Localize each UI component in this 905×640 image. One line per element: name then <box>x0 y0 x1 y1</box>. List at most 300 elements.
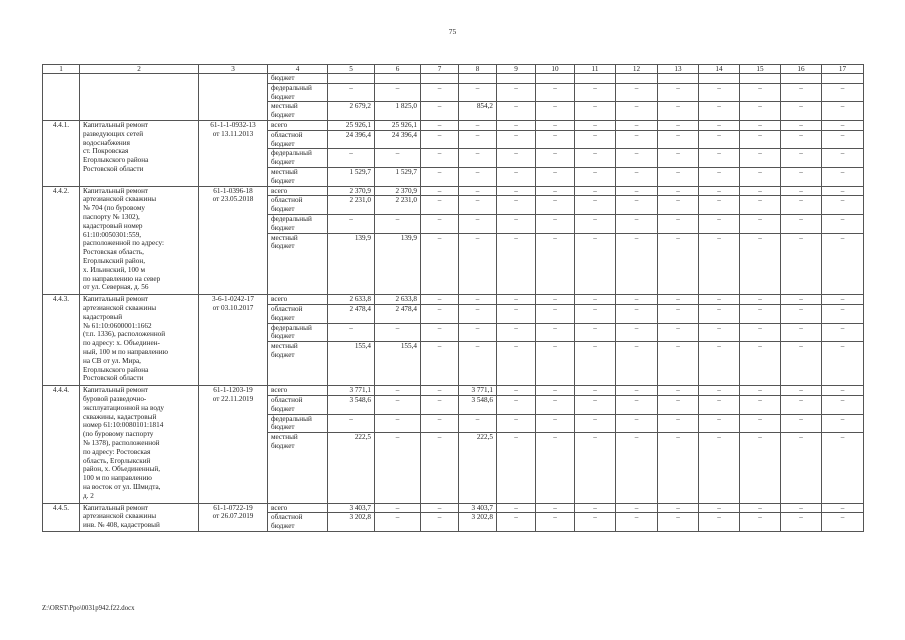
amount-cell: – <box>375 386 421 396</box>
amount-cell: – <box>375 414 421 433</box>
amount-cell: – <box>658 304 699 323</box>
amount-cell: – <box>822 214 864 233</box>
text-line: бюджет <box>271 332 295 341</box>
amount-cell: – <box>459 295 497 305</box>
amount-cell: 3 403,7 <box>459 503 497 513</box>
funding-source-label <box>268 74 328 84</box>
amount-cell: – <box>497 83 536 102</box>
amount-cell: – <box>781 304 822 323</box>
amount-cell: – <box>575 433 616 503</box>
amount-cell: – <box>658 395 699 414</box>
amount-cell: – <box>616 433 658 503</box>
amount-cell <box>658 74 699 84</box>
amount-cell: – <box>740 167 781 186</box>
funding-source-label <box>268 196 328 215</box>
amount-cell: 24 396,4 <box>375 130 421 149</box>
amount-cell: – <box>575 304 616 323</box>
amount-cell: – <box>740 186 781 196</box>
column-number: 15 <box>740 65 781 74</box>
funding-source-label <box>268 295 328 305</box>
text-line: разведующих сетей <box>83 129 144 138</box>
amount-cell: – <box>616 304 658 323</box>
amount-cell: – <box>616 342 658 386</box>
amount-cell: – <box>497 433 536 503</box>
row-number: 4.4.1. <box>43 120 80 186</box>
amount-cell: – <box>699 513 740 532</box>
amount-cell: – <box>616 149 658 168</box>
expertise-document <box>199 186 268 295</box>
text-line: на СВ от ул. Мира, <box>83 356 141 365</box>
object-description <box>80 503 199 531</box>
amount-cell: – <box>575 186 616 196</box>
amount-cell <box>459 74 497 84</box>
text-line: артезианской скважины <box>83 303 157 312</box>
text-line: от 22.11.2019 <box>212 394 254 403</box>
table-row <box>43 74 864 84</box>
amount-cell: – <box>740 433 781 503</box>
amount-cell: – <box>375 323 421 342</box>
text-line: от 26.07.2019 <box>212 512 254 521</box>
amount-cell: – <box>699 130 740 149</box>
column-number: 12 <box>616 65 658 74</box>
amount-cell: – <box>616 83 658 102</box>
expertise-document <box>199 120 268 186</box>
amount-cell: – <box>699 196 740 215</box>
amount-cell: – <box>658 323 699 342</box>
amount-cell: – <box>421 513 459 532</box>
amount-cell: 25 926,1 <box>328 120 375 130</box>
text-line: Капитальный ремонт <box>83 186 149 195</box>
amount-cell: – <box>497 130 536 149</box>
amount-cell: – <box>497 120 536 130</box>
amount-cell: – <box>699 304 740 323</box>
text-line: буровой разведочно- <box>83 394 147 403</box>
column-number: 1 <box>43 65 80 74</box>
amount-cell: – <box>536 167 575 186</box>
funding-source-label <box>268 214 328 233</box>
amount-cell: – <box>536 342 575 386</box>
text-line: № 1378), расположенной <box>83 438 160 447</box>
amount-cell: 25 926,1 <box>375 120 421 130</box>
amount-cell: – <box>822 233 864 295</box>
amount-cell: 2 679,2 <box>328 102 375 121</box>
funding-source-label <box>268 167 328 186</box>
amount-cell: – <box>497 233 536 295</box>
amount-cell: – <box>740 503 781 513</box>
funding-source-label <box>268 102 328 121</box>
amount-cell: – <box>421 186 459 196</box>
amount-cell: 2 231,0 <box>328 196 375 215</box>
text-line: всего <box>271 386 288 395</box>
text-line: бюджет <box>271 423 295 432</box>
amount-cell <box>575 74 616 84</box>
amount-cell: – <box>459 342 497 386</box>
text-line: Капитальный ремонт <box>83 120 149 129</box>
amount-cell: – <box>781 102 822 121</box>
amount-cell: – <box>822 395 864 414</box>
text-line: местный <box>271 102 298 111</box>
text-line: всего <box>271 503 288 512</box>
text-line: федеральный <box>271 149 312 158</box>
column-number-row <box>43 65 864 74</box>
text-line: на восток от ул. Шмидта, <box>83 482 161 491</box>
text-line: всего <box>271 120 288 129</box>
amount-cell: 222,5 <box>459 433 497 503</box>
text-line: Егорлыкского района <box>83 365 149 374</box>
text-line: Ростовской области <box>83 374 144 383</box>
amount-cell: – <box>459 186 497 196</box>
amount-cell: – <box>616 295 658 305</box>
amount-cell: – <box>536 395 575 414</box>
amount-cell: – <box>699 386 740 396</box>
object-description <box>80 120 199 186</box>
amount-cell: 24 396,4 <box>328 130 375 149</box>
amount-cell: – <box>575 323 616 342</box>
text-line: всего <box>271 186 288 195</box>
amount-cell <box>781 74 822 84</box>
amount-cell: 1 529,7 <box>328 167 375 186</box>
amount-cell: – <box>781 414 822 433</box>
amount-cell: – <box>459 196 497 215</box>
amount-cell: 3 771,1 <box>328 386 375 396</box>
text-line: областной <box>271 130 303 139</box>
text-line: артезианской скважины <box>83 195 157 204</box>
amount-cell: – <box>575 214 616 233</box>
text-line: ный, 100 м по направлению <box>83 347 168 356</box>
funding-source-label <box>268 395 328 414</box>
amount-cell: – <box>375 395 421 414</box>
amount-cell: – <box>421 130 459 149</box>
object-description <box>80 74 199 121</box>
amount-cell: – <box>822 323 864 342</box>
amount-cell: – <box>616 120 658 130</box>
funding-source-label <box>268 233 328 295</box>
text-line: х. Ильинский, 100 м <box>83 265 146 274</box>
amount-cell: – <box>740 149 781 168</box>
amount-cell: – <box>497 196 536 215</box>
amount-cell: – <box>575 167 616 186</box>
amount-cell: – <box>575 149 616 168</box>
text-line: водоснабжения <box>83 138 130 147</box>
text-line: по направлению на север <box>83 274 161 283</box>
amount-cell: 3 202,8 <box>328 513 375 532</box>
text-line: д. 2 <box>83 491 94 500</box>
text-line: эксплуатационной на воду <box>83 403 164 412</box>
amount-cell: – <box>822 167 864 186</box>
amount-cell: 1 825,0 <box>375 102 421 121</box>
amount-cell: – <box>699 503 740 513</box>
column-number: 14 <box>699 65 740 74</box>
amount-cell: – <box>740 342 781 386</box>
column-number: 6 <box>375 65 421 74</box>
amount-cell: – <box>497 414 536 433</box>
amount-cell: – <box>822 149 864 168</box>
expertise-document <box>199 295 268 386</box>
column-number: 13 <box>658 65 699 74</box>
amount-cell: 3 548,6 <box>328 395 375 414</box>
table-row <box>43 120 864 130</box>
text-line: скважины, кадастровый <box>83 412 157 421</box>
amount-cell: – <box>375 433 421 503</box>
text-line: местный <box>271 167 298 176</box>
amount-cell: – <box>781 186 822 196</box>
amount-cell: 2 370,9 <box>375 186 421 196</box>
amount-cell: – <box>497 503 536 513</box>
amount-cell: – <box>822 513 864 532</box>
amount-cell: – <box>459 120 497 130</box>
amount-cell: – <box>699 149 740 168</box>
text-line: бюджет <box>271 139 295 148</box>
text-line: бюджет <box>271 313 295 322</box>
amount-cell: – <box>781 342 822 386</box>
text-line: Егорлыкский район, <box>83 256 146 265</box>
amount-cell: – <box>375 503 421 513</box>
text-line: по адресу: х. Объединен- <box>83 339 160 348</box>
amount-cell: – <box>822 433 864 503</box>
amount-cell: – <box>781 120 822 130</box>
text-line: Ростовская область, <box>83 248 144 257</box>
amount-cell: – <box>421 196 459 215</box>
amount-cell: – <box>328 214 375 233</box>
funding-source-label <box>268 130 328 149</box>
funding-source-label <box>268 342 328 386</box>
amount-cell: – <box>536 214 575 233</box>
amount-cell: – <box>497 342 536 386</box>
text-line: бюджет <box>271 205 295 214</box>
text-line: от ул. Северная, д. 56 <box>83 283 149 292</box>
amount-cell: – <box>421 295 459 305</box>
amount-cell: 3 771,1 <box>459 386 497 396</box>
amount-cell: – <box>658 186 699 196</box>
amount-cell: – <box>421 149 459 168</box>
amount-cell: – <box>497 323 536 342</box>
funding-source-label <box>268 120 328 130</box>
amount-cell: – <box>740 130 781 149</box>
text-line: № 704 (по буровому <box>83 204 145 213</box>
text-line: Егорлыкского района <box>83 156 149 165</box>
amount-cell: – <box>536 83 575 102</box>
table-row <box>43 186 864 196</box>
amount-cell: – <box>497 395 536 414</box>
amount-cell: – <box>616 196 658 215</box>
amount-cell: – <box>740 214 781 233</box>
amount-cell: – <box>616 233 658 295</box>
amount-cell: – <box>616 102 658 121</box>
text-line: местный <box>271 433 298 442</box>
amount-cell: – <box>616 130 658 149</box>
text-line: (по буровому паспорту <box>83 430 154 439</box>
amount-cell: 222,5 <box>328 433 375 503</box>
amount-cell: – <box>822 386 864 396</box>
amount-cell: – <box>375 149 421 168</box>
funding-source-label <box>268 513 328 532</box>
amount-cell: – <box>421 395 459 414</box>
amount-cell: – <box>421 433 459 503</box>
amount-cell: 2 633,8 <box>375 295 421 305</box>
amount-cell: – <box>781 149 822 168</box>
amount-cell: – <box>575 386 616 396</box>
amount-cell: – <box>421 120 459 130</box>
text-line: район, х. Объединенный, <box>83 465 161 474</box>
column-number: 4 <box>268 65 328 74</box>
text-line: 3-6-1-0242-17 <box>212 295 254 304</box>
text-line: федеральный <box>271 83 312 92</box>
text-line: 61-1-0396-18 <box>213 186 253 195</box>
funding-source-label <box>268 386 328 396</box>
amount-cell: – <box>658 342 699 386</box>
text-line: Ростовской области <box>83 164 144 173</box>
amount-cell: – <box>616 395 658 414</box>
amount-cell: – <box>575 395 616 414</box>
amount-cell: 2 633,8 <box>328 295 375 305</box>
amount-cell: – <box>421 233 459 295</box>
amount-cell: – <box>421 323 459 342</box>
amount-cell: – <box>421 214 459 233</box>
amount-cell: – <box>658 102 699 121</box>
text-line: бюджет <box>271 441 295 450</box>
amount-cell: – <box>536 102 575 121</box>
amount-cell: – <box>536 149 575 168</box>
row-number: 4.4.2. <box>43 186 80 295</box>
amount-cell: – <box>658 503 699 513</box>
text-line: Капитальный ремонт <box>83 295 149 304</box>
amount-cell: – <box>536 323 575 342</box>
column-number: 9 <box>497 65 536 74</box>
expertise-document <box>199 503 268 531</box>
amount-cell: – <box>497 149 536 168</box>
amount-cell: – <box>658 295 699 305</box>
amount-cell: – <box>616 386 658 396</box>
amount-cell: – <box>699 120 740 130</box>
text-line: № 61:10:0600001:1662 <box>83 321 152 330</box>
amount-cell: – <box>781 233 822 295</box>
table-row <box>43 503 864 513</box>
amount-cell: – <box>822 342 864 386</box>
amount-cell: – <box>781 167 822 186</box>
amount-cell: 1 529,7 <box>375 167 421 186</box>
amount-cell: – <box>575 83 616 102</box>
amount-cell: – <box>575 295 616 305</box>
amount-cell: – <box>781 386 822 396</box>
row-number: 4.4.3. <box>43 295 80 386</box>
amount-cell: – <box>699 214 740 233</box>
amount-cell <box>375 74 421 84</box>
amount-cell: – <box>781 214 822 233</box>
footer-file-path: Z:\ORST\Ppo\0031p942.f22.docx <box>42 605 135 612</box>
amount-cell: – <box>699 414 740 433</box>
column-number: 7 <box>421 65 459 74</box>
amount-cell: – <box>740 386 781 396</box>
amount-cell: – <box>699 323 740 342</box>
text-line: Капитальный ремонт <box>83 503 149 512</box>
text-line: кадастровый <box>83 312 123 321</box>
amount-cell: 2 478,4 <box>328 304 375 323</box>
amount-cell: – <box>497 304 536 323</box>
amount-cell: – <box>536 414 575 433</box>
funding-source-label <box>268 83 328 102</box>
row-number: 4.4.4. <box>43 386 80 503</box>
text-line: всего <box>271 295 288 304</box>
amount-cell <box>497 74 536 84</box>
amount-cell: – <box>822 304 864 323</box>
amount-cell: – <box>575 513 616 532</box>
amount-cell: – <box>536 304 575 323</box>
amount-cell: – <box>740 196 781 215</box>
amount-cell: – <box>536 503 575 513</box>
amount-cell: – <box>699 295 740 305</box>
amount-cell: – <box>740 513 781 532</box>
amount-cell: – <box>699 102 740 121</box>
amount-cell: – <box>575 503 616 513</box>
funding-source-label <box>268 414 328 433</box>
amount-cell: – <box>658 513 699 532</box>
amount-cell: 854,2 <box>459 102 497 121</box>
funding-source-label <box>268 433 328 503</box>
column-number: 8 <box>459 65 497 74</box>
text-line: (т.п. 1336), расположенной <box>83 330 166 339</box>
amount-cell: – <box>781 196 822 215</box>
amount-cell: – <box>781 395 822 414</box>
amount-cell: – <box>459 149 497 168</box>
text-line: 61:10:0050301:559, <box>83 230 142 239</box>
column-number: 11 <box>575 65 616 74</box>
text-line: номер 61:10:0080101:1814 <box>83 421 164 430</box>
table-row <box>43 386 864 396</box>
column-number: 16 <box>781 65 822 74</box>
text-line: областной <box>271 196 303 205</box>
text-line: бюджет <box>271 176 295 185</box>
amount-cell: 155,4 <box>375 342 421 386</box>
amount-cell: – <box>497 295 536 305</box>
text-line: паспорту № 1302), <box>83 212 140 221</box>
amount-cell: – <box>616 214 658 233</box>
amount-cell: – <box>536 386 575 396</box>
text-line: бюджет <box>271 242 295 251</box>
funding-source-label <box>268 149 328 168</box>
amount-cell: – <box>459 130 497 149</box>
amount-cell: – <box>536 130 575 149</box>
text-line: область, Егорлыкский <box>83 456 151 465</box>
amount-cell: – <box>658 433 699 503</box>
amount-cell <box>822 74 864 84</box>
amount-cell <box>536 74 575 84</box>
funding-source-label <box>268 186 328 196</box>
page-number: 75 <box>448 27 457 36</box>
amount-cell: – <box>822 295 864 305</box>
text-line: бюджет <box>271 404 295 413</box>
amount-cell: – <box>740 295 781 305</box>
amount-cell: – <box>740 304 781 323</box>
text-line: местный <box>271 342 298 351</box>
column-number: 10 <box>536 65 575 74</box>
amount-cell: – <box>616 323 658 342</box>
amount-cell: 139,9 <box>328 233 375 295</box>
amount-cell: – <box>658 83 699 102</box>
text-line: 61-1-1-0932-13 <box>210 120 256 129</box>
amount-cell: – <box>616 186 658 196</box>
amount-cell: 2 370,9 <box>328 186 375 196</box>
amount-cell: – <box>575 102 616 121</box>
amount-cell: – <box>740 102 781 121</box>
amount-cell: – <box>497 186 536 196</box>
amount-cell: – <box>740 323 781 342</box>
amount-cell: – <box>658 196 699 215</box>
amount-cell: – <box>459 304 497 323</box>
amount-cell: – <box>497 102 536 121</box>
text-line: расположенной по адресу: <box>83 239 164 248</box>
amount-cell: – <box>421 167 459 186</box>
amount-cell <box>421 74 459 84</box>
